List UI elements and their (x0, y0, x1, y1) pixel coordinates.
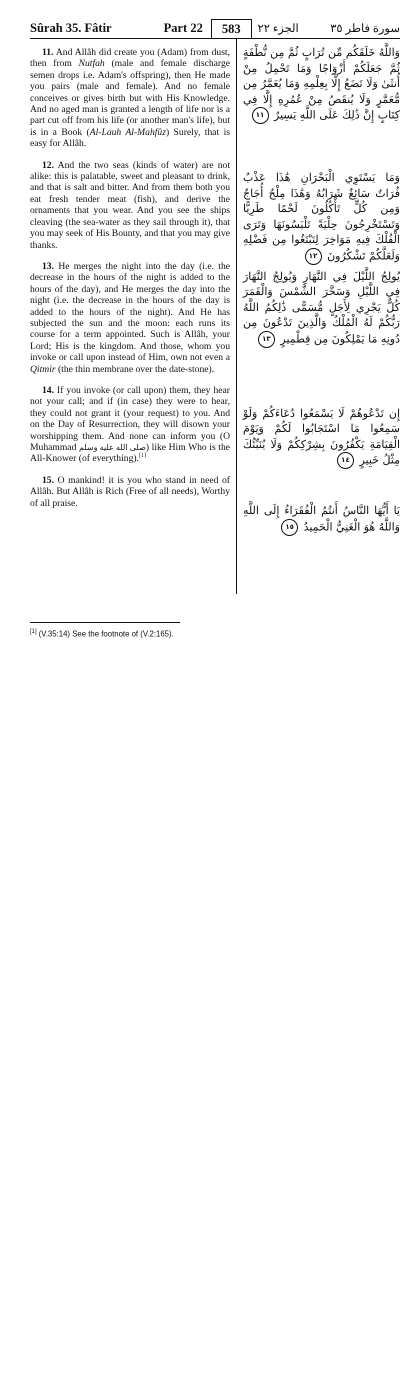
surah-title-arabic: سورة فاطر ٣٥ (330, 23, 400, 35)
footnote-reference[interactable]: [1] (138, 453, 146, 460)
english-translation-column (30, 39, 236, 594)
footnote (30, 629, 400, 639)
verse-number: 15. (42, 474, 54, 486)
verse-11-english: 11. And Allâh did create you (Adam) from dust, then from Nutfah (male and female discharge semen drops i.e. Adam's offspring), then He made you pairs (male and female). And no female conceives or gives birth but with His Knowledge. And no aged man is granted a length of life nor is a part cut off from his life (or another man's life), but is in a Book (Al-Lauh Al-Mahfûz) Surely, that is easy for Allâh. (30, 47, 230, 150)
ayah-end-marker: ١٣ (258, 331, 275, 348)
page-columns (30, 39, 400, 594)
verse-15-english: 15. O mankind! it is you who stand in need of Allâh. But Allâh is Rich (Free of all needs), Worthy of all praise. (30, 474, 230, 509)
juz-label-arabic: الجزء ٢٢ (257, 23, 299, 35)
footnote-separator (30, 622, 180, 623)
verse-11-arabic: وَاللَّهُ خَلَقَكُم مِّن تُرَابٍ ثُمَّ مِن نُّطْفَةٍ ثُمَّ جَعَلَكُمْ أَزْوَاجًا وَمَا تَحْمِلُ مِنْ أُنثَىٰ وَلَا تَضَعُ إِلَّا بِعِلْمِهِ وَمَا يُعَمَّرُ مِن مُّعَمَّرٍ وَلَا يُنقَصُ مِنْ عُمُرِهِ إِلَّا فِي كِتَابٍ إِنَّ ذَٰلِكَ عَلَى اللَّهِ يَسِيرٌ ١١ (243, 45, 400, 124)
verse-13-english: 13. He merges the night into the day (i.e. the decrease in the hours of the night is added to the hours of the day), and He merges the day into the night (i.e. the decrease in the hours of the day is added to the hours of the night). And He has subjected the sun and the moon: each runs its course for a term appointed. Such is Allâh, your Lord; His is the kingdom. And those, whom you invoke or call upon instead of Him, own not even a Qitmir (the thin membrane over the date-stone). (30, 260, 231, 375)
verse-15-arabic: يَا أَيُّهَا النَّاسُ أَنتُمُ الْفُقَرَاءُ إِلَى اللَّهِ وَاللَّهُ هُوَ الْغَنِيُّ الْحَمِيدُ ١٥ (243, 503, 400, 536)
surah-title-english: Sûrah 35. Fâtir (30, 20, 112, 35)
page-number-box: 583 (211, 19, 252, 38)
verse-number: 12. (42, 159, 54, 171)
verse-number: 11. (42, 47, 54, 58)
arabic-text-column (237, 39, 400, 594)
ayah-end-marker: ١١ (252, 107, 269, 124)
verse-number: 14. (42, 384, 54, 396)
verse-14-english: 14. If you invoke (or call upon) them, they hear not your call; and if (in case) they were to hear, they could not grant it (your request) to you. And on the Day of Resurrection, they will disown your worshipping them. And none can inform you (O Muhammad صلى الله عليه وسلم) like Him Who is the All-Knower (of everything).[1] (30, 384, 231, 465)
verse-12-english: 12. And the two seas (kinds of water) are not alike: this is palatable, sweet and pleasant to drink, and that is salt and bitter. And from them both you eat fresh tender meat (fish), and derive the ornaments that you wear. And you see the ships cleaving (the sea-water as they sail through it), that you may seek of His Bounty, and that you may give thanks. (30, 159, 230, 251)
ayah-end-marker: ١٤ (337, 452, 354, 469)
footnote-marker: [1] (30, 629, 37, 635)
page-header (30, 18, 400, 39)
verse-13-arabic: يُولِجُ اللَّيْلَ فِي النَّهَارِ وَيُولِجُ النَّهَارَ فِي اللَّيْلِ وَسَخَّرَ الشَّمْسَ وَالْقَمَرَ كُلٌّ يَجْرِي لِأَجَلٍ مُّسَمًّى ذَٰلِكُمُ اللَّهُ رَبُّكُمْ لَهُ الْمُلْكُ وَالَّذِينَ تَدْعُونَ مِن دُونِهِ مَا يَمْلِكُونَ مِن قِطْمِيرٍ ١٣ (243, 269, 400, 348)
quran-page (30, 18, 400, 639)
part-label: Part 22 (163, 20, 203, 35)
verse-12-arabic: وَمَا يَسْتَوِي الْبَحْرَانِ هَٰذَا عَذْبٌ فُرَاتٌ سَائِغٌ شَرَابُهُ وَهَٰذَا مِلْحٌ أُجَاجٌ وَمِن كُلٍّ تَأْكُلُونَ لَحْمًا طَرِيًّا وَتَسْتَخْرِجُونَ حِلْيَةً تَلْبَسُونَهَا وَتَرَى الْفُلْكَ فِيهِ مَوَاخِرَ لِتَبْتَغُوا مِن فَضْلِهِ وَلَعَلَّكُمْ تَشْكُرُونَ ١٢ (243, 170, 400, 265)
verse-number: 13. (42, 260, 54, 272)
ayah-end-marker: ١٢ (305, 248, 322, 265)
verse-14-arabic: إِن تَدْعُوهُمْ لَا يَسْمَعُوا دُعَاءَكُمْ وَلَوْ سَمِعُوا مَا اسْتَجَابُوا لَكُمْ وَيَوْمَ الْقِيَامَةِ يَكْفُرُونَ بِشِرْكِكُمْ وَلَا يُنَبِّئُكَ مِثْلُ خَبِيرٍ ١٤ (243, 406, 400, 470)
ayah-end-marker: ١٥ (281, 519, 298, 536)
footnote-text: (V.35:14) See the footnote of (V.2:165). (38, 629, 174, 639)
salutation-arabic: صلى الله عليه وسلم (78, 443, 146, 452)
